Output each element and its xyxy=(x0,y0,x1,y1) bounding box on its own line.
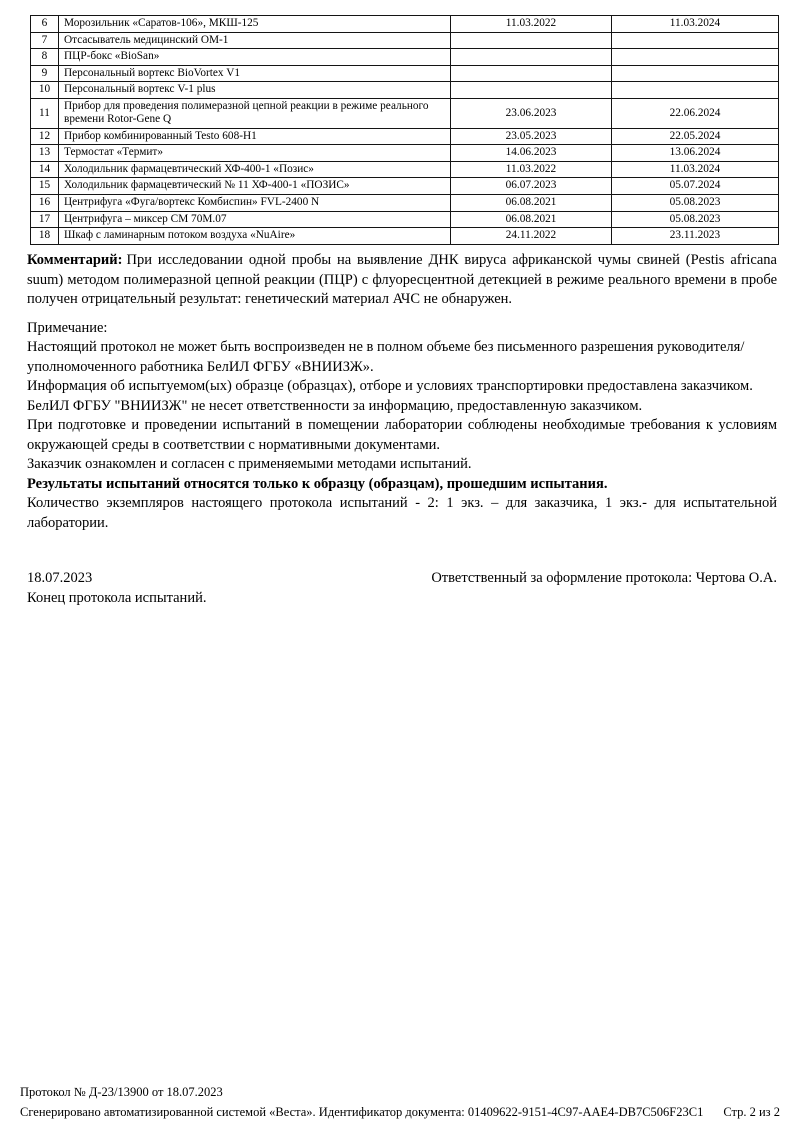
cell-date2: 22.06.2024 xyxy=(612,98,779,128)
cell-date1: 06.08.2021 xyxy=(451,211,612,228)
cell-num: 11 xyxy=(31,98,59,128)
cell-date2: 22.05.2024 xyxy=(612,128,779,145)
cell-date1: 24.11.2022 xyxy=(451,228,612,245)
cell-num: 12 xyxy=(31,128,59,145)
cell-name: Прибор комбинированный Testo 608-H1 xyxy=(59,128,451,145)
note-paragraph: Информация об испытуемом(ых) образце (образцах), отборе и условиях транспортировки предоставлена заказчиком. xyxy=(27,378,753,394)
cell-date2: 05.08.2023 xyxy=(612,195,779,212)
cell-name: Прибор для проведения полимеразной цепной реакции в режиме реального времени Rotor-Gene Q xyxy=(59,98,451,128)
cell-name: Шкаф с ламинарным потоком воздуха «NuAire» xyxy=(59,228,451,245)
cell-name: Персональный вортекс BioVortex V1 xyxy=(59,65,451,82)
cell-name: ПЦР-бокс «BioSan» xyxy=(59,49,451,66)
cell-name: Центрифуга «Фуга/вортекс Комбиспин» FVL-2400 N xyxy=(59,195,451,212)
cell-date2 xyxy=(612,82,779,99)
note-paragraph: Настоящий протокол не может быть воспроизведен не в полном объеме без письменного разрешения руководителя/уполномоченного работника БелИЛ ФГБУ «ВНИИЗЖ». xyxy=(27,339,745,375)
cell-num: 17 xyxy=(31,211,59,228)
cell-date1 xyxy=(451,49,612,66)
table-row xyxy=(31,32,779,49)
cell-num: 10 xyxy=(31,82,59,99)
cell-date1: 23.05.2023 xyxy=(451,128,612,145)
responsible-person: Ответственный за оформление протокола: Чертова О.А. xyxy=(431,570,777,586)
cell-date1: 06.07.2023 xyxy=(451,178,612,195)
cell-date2: 11.03.2024 xyxy=(612,161,779,178)
cell-name: Холодильник фармацевтический № 11 ХФ-400-1 «ПОЗИС» xyxy=(59,178,451,195)
table-row xyxy=(31,211,779,228)
footer-protocol-line: Протокол № Д-23/13900 от 18.07.2023 xyxy=(20,1085,223,1099)
cell-num: 15 xyxy=(31,178,59,195)
cell-name: Морозильник «Саратов-106», МКШ-125 xyxy=(59,16,451,33)
note-paragraph: Результаты испытаний относятся только к образцу (образцам), прошедшим испытания. xyxy=(27,475,608,492)
cell-num: 16 xyxy=(31,195,59,212)
note-label: Примечание: xyxy=(27,319,108,336)
cell-num: 13 xyxy=(31,145,59,162)
cell-date2 xyxy=(612,32,779,49)
table-row xyxy=(31,128,779,145)
table-row xyxy=(31,65,779,82)
table-row xyxy=(31,178,779,195)
table-row xyxy=(31,98,779,128)
cell-date2: 11.03.2024 xyxy=(612,16,779,33)
cell-date1: 11.03.2022 xyxy=(451,161,612,178)
comment-text: При исследовании одной пробы на выявление ДНК вируса африканской чумы свиней (Pestis africana suum) методом полимеразной цепной реакции (ПЦР) с флуоресцентной детекцией в режиме реального времени в пробе получен отрицательный результат: генетический материал АЧС не обнаружен. xyxy=(27,252,777,307)
footer-page-number: Стр. 2 из 2 xyxy=(723,1105,780,1119)
cell-num: 7 xyxy=(31,32,59,49)
note-paragraph: БелИЛ ФГБУ "ВНИИЗЖ" не несет ответственности за информацию, предоставленную заказчиком. xyxy=(27,397,643,414)
cell-date2: 05.07.2024 xyxy=(612,178,779,195)
table-row xyxy=(31,145,779,162)
cell-name: Персональный вортекс V-1 plus xyxy=(59,82,451,99)
cell-date1 xyxy=(451,32,612,49)
cell-name: Термостат «Термит» xyxy=(59,145,451,162)
table-row xyxy=(31,49,779,66)
cell-date2 xyxy=(612,49,779,66)
cell-date1: 14.06.2023 xyxy=(451,145,612,162)
cell-name: Центрифуга – миксер СМ 70М.07 xyxy=(59,211,451,228)
table-row xyxy=(31,195,779,212)
cell-num: 6 xyxy=(31,16,59,33)
cell-date2: 23.11.2023 xyxy=(612,228,779,245)
footer-generated-row xyxy=(20,1102,780,1122)
cell-date1: 11.03.2022 xyxy=(451,16,612,33)
document-body xyxy=(27,251,777,608)
footer-generated-line: Сгенерировано автоматизированной системой «Веста». Идентификатор документа: 01409622-9151-4C97-AAE4-DB7C506F23C1 xyxy=(20,1105,704,1119)
table-row xyxy=(31,82,779,99)
table-row xyxy=(31,161,779,178)
cell-date2 xyxy=(612,65,779,82)
comment-label: Комментарий: xyxy=(27,252,123,268)
note-paragraph: При подготовке и проведении испытаний в помещении лаборатории соблюдены необходимые требования к условиям окружающей среды в соответствии с нормативными документами. xyxy=(27,417,777,453)
equipment-table xyxy=(30,15,779,245)
end-of-protocol-line: Конец протокола испытаний. xyxy=(27,589,207,606)
comment-paragraph xyxy=(27,251,777,310)
signature-row xyxy=(27,569,777,589)
cell-date1: 06.08.2021 xyxy=(451,195,612,212)
note-paragraph: Заказчик ознакомлен и согласен с применяемыми методами испытаний. xyxy=(27,456,472,472)
cell-date1 xyxy=(451,65,612,82)
table-row xyxy=(31,228,779,245)
cell-num: 8 xyxy=(31,49,59,66)
cell-num: 14 xyxy=(31,161,59,178)
table-row xyxy=(31,16,779,33)
cell-date2: 05.08.2023 xyxy=(612,211,779,228)
cell-name: Отсасыватель медицинский ОМ-1 xyxy=(59,32,451,49)
cell-num: 18 xyxy=(31,228,59,245)
cell-name: Холодильник фармацевтический ХФ-400-1 «Позис» xyxy=(59,161,451,178)
cell-date1 xyxy=(451,82,612,99)
cell-date2: 13.06.2024 xyxy=(612,145,779,162)
cell-num: 9 xyxy=(31,65,59,82)
cell-date1: 23.06.2023 xyxy=(451,98,612,128)
protocol-date: 18.07.2023 xyxy=(27,570,93,586)
note-paragraph: Количество экземпляров настоящего протокола испытаний - 2: 1 экз. – для заказчика, 1 экз.- для испытательной лаборатории. xyxy=(27,495,777,531)
note-section xyxy=(27,338,777,533)
page-footer xyxy=(20,1082,780,1122)
